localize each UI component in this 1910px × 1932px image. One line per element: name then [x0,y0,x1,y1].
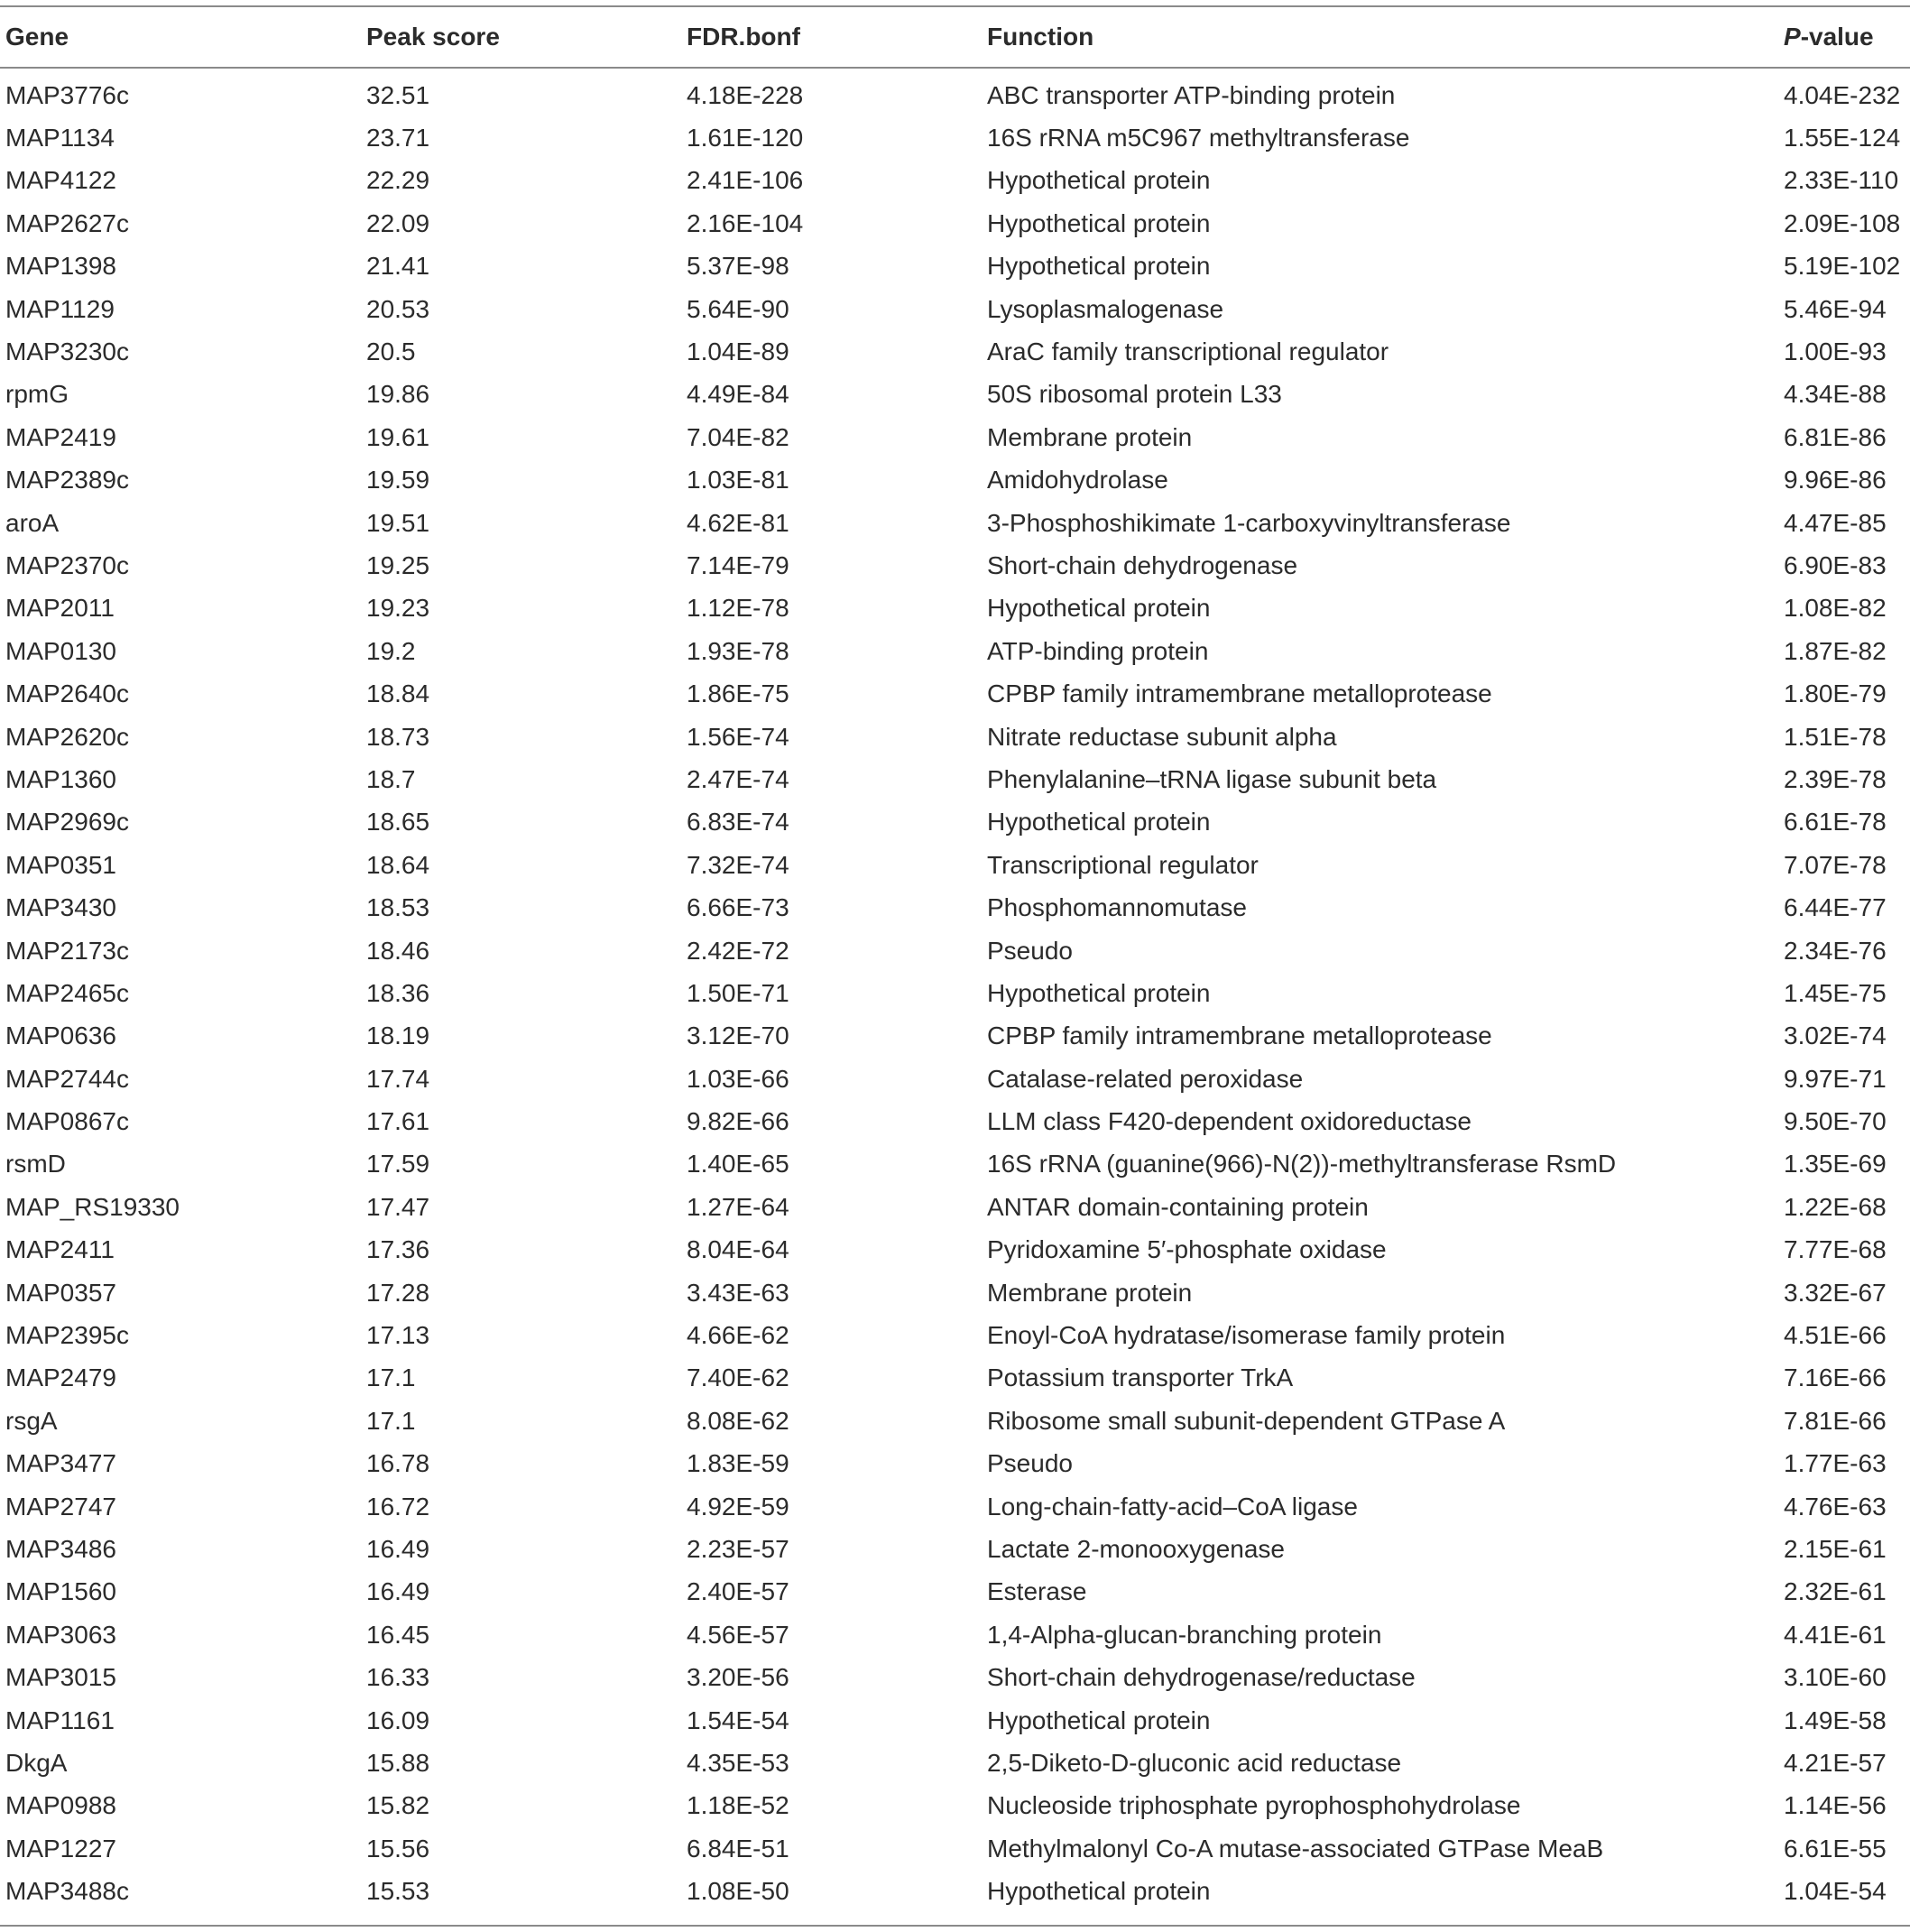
cell-peak-score: 17.13 [366,1321,430,1350]
cell-function: ANTAR domain-containing protein [987,1192,1369,1221]
header-row [0,7,1910,67]
cell-peak-score: 17.36 [366,1235,430,1264]
table-row [0,758,1910,800]
cell-peak-score: 18.46 [366,936,430,965]
cell-pvalue: 7.77E-68 [1784,1235,1887,1264]
cell-peak-score: 17.74 [366,1064,430,1093]
cell-pvalue: 1.22E-68 [1784,1192,1887,1221]
cell-function: 3-Phosphoshikimate 1-carboxyvinyltransferase [987,508,1511,537]
cell-fdr: 8.04E-64 [687,1235,789,1264]
cell-peak-score: 20.5 [366,337,416,366]
table-row [0,1443,1910,1485]
cell-function: Lysoplasmalogenase [987,294,1224,323]
cell-pvalue: 4.41E-61 [1784,1620,1887,1649]
cell-gene: MAP2640c [5,679,129,708]
header-pvalue-suffix: -value [1800,23,1874,51]
table-row [0,1186,1910,1228]
cell-function: Nitrate reductase subunit alpha [987,722,1337,751]
cell-function: Long-chain-fatty-acid–CoA ligase [987,1492,1358,1521]
cell-pvalue: 5.19E-102 [1784,252,1901,281]
cell-gene: MAP0636 [5,1021,116,1050]
table-row [0,1314,1910,1356]
table-row [0,67,1910,116]
cell-fdr: 4.66E-62 [687,1321,789,1350]
cell-function: Ribosome small subunit-dependent GTPase A [987,1406,1506,1435]
table-row [0,1229,1910,1271]
table-row [0,1100,1910,1142]
cell-pvalue: 4.51E-66 [1784,1321,1887,1350]
cell-gene: DkgA [5,1748,68,1777]
table-row [0,1699,1910,1742]
cell-fdr: 3.20E-56 [687,1663,789,1692]
table-row [0,929,1910,972]
cell-peak-score: 18.64 [366,850,430,879]
cell-peak-score: 20.53 [366,294,430,323]
cell-gene: MAP3230c [5,337,129,366]
cell-fdr: 1.50E-71 [687,978,789,1007]
cell-function: Methylmalonyl Co-A mutase-associated GTPase MeaB [987,1834,1604,1863]
cell-peak-score: 19.2 [366,636,416,665]
cell-gene: MAP2389c [5,466,129,495]
header-fdr: FDR.bonf [687,23,800,51]
cell-fdr: 6.66E-73 [687,893,789,922]
cell-gene: MAP_RS19330 [5,1192,180,1221]
cell-peak-score: 15.53 [366,1877,430,1906]
table-row [0,330,1910,373]
cell-pvalue: 7.07E-78 [1784,850,1887,879]
cell-fdr: 2.40E-57 [687,1577,789,1606]
cell-gene: MAP0351 [5,850,116,879]
cell-function: Transcriptional regulator [987,850,1259,879]
cell-function: Amidohydrolase [987,466,1168,495]
cell-function: 1,4-Alpha-glucan-branching protein [987,1620,1382,1649]
cell-pvalue: 1.80E-79 [1784,679,1887,708]
cell-fdr: 7.32E-74 [687,850,789,879]
cell-pvalue: 4.04E-232 [1784,80,1901,109]
cell-peak-score: 18.53 [366,893,430,922]
cell-fdr: 5.64E-90 [687,294,789,323]
cell-peak-score: 32.51 [366,80,430,109]
cell-fdr: 1.61E-120 [687,124,804,153]
cell-fdr: 1.93E-78 [687,636,789,665]
cell-fdr: 1.03E-66 [687,1064,789,1093]
table-row [0,502,1910,544]
cell-fdr: 9.82E-66 [687,1107,789,1136]
cell-gene: MAP0988 [5,1791,116,1820]
cell-fdr: 1.54E-54 [687,1706,789,1734]
cell-fdr: 2.23E-57 [687,1534,789,1563]
cell-peak-score: 19.51 [366,508,430,537]
cell-function: Pseudo [987,936,1073,965]
cell-peak-score: 19.25 [366,550,430,579]
cell-function: Pseudo [987,1449,1073,1478]
cell-pvalue: 2.32E-61 [1784,1577,1887,1606]
cell-function: CPBP family intramembrane metalloprotease [987,679,1492,708]
cell-gene: MAP1134 [5,124,115,153]
cell-function: ABC transporter ATP-binding protein [987,80,1396,109]
table-row [0,374,1910,416]
cell-fdr: 4.92E-59 [687,1492,789,1521]
cell-gene: MAP2173c [5,936,129,965]
cell-pvalue: 9.97E-71 [1784,1064,1887,1093]
cell-gene: MAP3430 [5,893,116,922]
cell-pvalue: 1.04E-54 [1784,1877,1887,1906]
cell-pvalue: 1.35E-69 [1784,1150,1887,1179]
cell-pvalue: 3.32E-67 [1784,1278,1887,1307]
cell-gene: MAP2747 [5,1492,116,1521]
cell-peak-score: 17.59 [366,1150,430,1179]
table-row [0,801,1910,844]
cell-pvalue: 3.02E-74 [1784,1021,1887,1050]
cell-gene: MAP2627c [5,208,129,237]
table-row [0,288,1910,330]
cell-pvalue: 3.10E-60 [1784,1663,1887,1692]
cell-peak-score: 16.09 [366,1706,430,1734]
table-row [0,1571,1910,1613]
cell-function: 16S rRNA (guanine(966)-N(2))-methyltransferase RsmD [987,1150,1617,1179]
cell-gene: MAP2370c [5,550,129,579]
cell-gene: MAP2411 [5,1235,115,1264]
header-pvalue [1784,7,1910,67]
table-row [0,1357,1910,1400]
cell-peak-score: 18.73 [366,722,430,751]
cell-fdr: 3.12E-70 [687,1021,789,1050]
cell-pvalue: 1.08E-82 [1784,594,1887,623]
cell-pvalue: 1.49E-58 [1784,1706,1887,1734]
cell-peak-score: 17.47 [366,1192,430,1221]
cell-gene: MAP1398 [5,252,116,281]
cell-peak-score: 16.45 [366,1620,430,1649]
table-row [0,716,1910,758]
cell-fdr: 7.40E-62 [687,1363,789,1392]
table-row [0,972,1910,1014]
cell-function: Potassium transporter TrkA [987,1363,1294,1392]
cell-gene: MAP3477 [5,1449,116,1478]
cell-peak-score: 19.23 [366,594,430,623]
cell-gene: MAP0130 [5,636,116,665]
cell-peak-score: 16.49 [366,1577,430,1606]
cell-fdr: 1.27E-64 [687,1192,789,1221]
cell-pvalue: 6.61E-78 [1784,808,1887,837]
cell-fdr: 1.18E-52 [687,1791,789,1820]
cell-function: Hypothetical protein [987,594,1211,623]
cell-fdr: 5.37E-98 [687,252,789,281]
gene-table [0,7,1910,1913]
table-row [0,1827,1910,1870]
cell-peak-score: 16.78 [366,1449,430,1478]
cell-pvalue: 2.39E-78 [1784,764,1887,793]
table-row [0,245,1910,288]
cell-function: Short-chain dehydrogenase [987,550,1298,579]
cell-function: Hypothetical protein [987,978,1211,1007]
cell-pvalue: 7.81E-66 [1784,1406,1887,1435]
cell-gene: rsmD [5,1150,66,1179]
cell-pvalue: 5.46E-94 [1784,294,1887,323]
cell-function: ATP-binding protein [987,636,1209,665]
cell-function: Short-chain dehydrogenase/reductase [987,1663,1416,1692]
cell-gene: MAP2395c [5,1321,129,1350]
cell-fdr: 2.42E-72 [687,936,789,965]
cell-peak-score: 22.09 [366,208,430,237]
table-row [0,672,1910,715]
cell-peak-score: 15.82 [366,1791,430,1820]
cell-function: Esterase [987,1577,1087,1606]
cell-fdr: 4.49E-84 [687,380,789,409]
cell-function: Membrane protein [987,422,1193,451]
cell-fdr: 8.08E-62 [687,1406,789,1435]
cell-fdr: 1.12E-78 [687,594,789,623]
cell-peak-score: 21.41 [366,252,430,281]
cell-gene: MAP4122 [5,166,116,195]
cell-fdr: 1.56E-74 [687,722,789,751]
cell-gene: MAP2969c [5,808,129,837]
cell-function: Hypothetical protein [987,1877,1211,1906]
cell-gene: MAP3063 [5,1620,116,1649]
cell-fdr: 1.04E-89 [687,337,789,366]
cell-fdr: 6.83E-74 [687,808,789,837]
table-row [0,1870,1910,1912]
cell-gene: MAP1227 [5,1834,116,1863]
cell-pvalue: 6.81E-86 [1784,422,1887,451]
cell-pvalue: 9.50E-70 [1784,1107,1887,1136]
cell-gene: MAP3776c [5,80,129,109]
cell-peak-score: 17.1 [366,1363,416,1392]
table-row [0,160,1910,202]
table-row [0,1400,1910,1442]
cell-pvalue: 6.44E-77 [1784,893,1887,922]
cell-function: Phosphomannomutase [987,893,1247,922]
cell-fdr: 1.86E-75 [687,679,789,708]
header-pvalue-italic: P [1784,23,1801,51]
cell-function: 2,5-Diketo-D-gluconic acid reductase [987,1748,1402,1777]
cell-fdr: 7.14E-79 [687,550,789,579]
cell-peak-score: 22.29 [366,166,430,195]
cell-peak-score: 17.1 [366,1406,416,1435]
cell-gene: MAP0357 [5,1278,116,1307]
cell-peak-score: 18.84 [366,679,430,708]
cell-fdr: 4.35E-53 [687,1748,789,1777]
cell-gene: MAP3488c [5,1877,129,1906]
table-bottom-rule [0,1925,1910,1927]
cell-pvalue: 1.14E-56 [1784,1791,1887,1820]
table-row [0,1485,1910,1528]
cell-fdr: 4.56E-57 [687,1620,789,1649]
cell-pvalue: 6.90E-83 [1784,550,1887,579]
cell-pvalue: 2.33E-110 [1784,166,1899,195]
table-row [0,1015,1910,1058]
cell-pvalue: 2.34E-76 [1784,936,1887,965]
table-row [0,587,1910,630]
cell-peak-score: 23.71 [366,124,430,153]
cell-peak-score: 15.56 [366,1834,430,1863]
table-row [0,459,1910,502]
table-row [0,1656,1910,1698]
table-row [0,1528,1910,1570]
cell-function: CPBP family intramembrane metalloprotease [987,1021,1492,1050]
table-row [0,1613,1910,1656]
cell-function: LLM class F420-dependent oxidoreductase [987,1107,1472,1136]
cell-function: 50S ribosomal protein L33 [987,380,1282,409]
cell-peak-score: 18.65 [366,808,430,837]
cell-function: Hypothetical protein [987,252,1211,281]
cell-pvalue: 1.51E-78 [1784,722,1887,751]
cell-pvalue: 1.00E-93 [1784,337,1887,366]
table-row [0,416,1910,458]
cell-fdr: 2.47E-74 [687,764,789,793]
table-row [0,630,1910,672]
cell-pvalue: 9.96E-86 [1784,466,1887,495]
cell-function: Enoyl-CoA hydratase/isomerase family protein [987,1321,1506,1350]
cell-peak-score: 18.7 [366,764,416,793]
cell-pvalue: 7.16E-66 [1784,1363,1887,1392]
cell-fdr: 6.84E-51 [687,1834,789,1863]
cell-gene: MAP2011 [5,594,115,623]
cell-pvalue: 1.55E-124 [1784,124,1901,153]
table-row [0,116,1910,159]
cell-peak-score: 19.59 [366,466,430,495]
cell-gene: MAP0867c [5,1107,129,1136]
cell-function: Catalase-related peroxidase [987,1064,1304,1093]
cell-gene: MAP1360 [5,764,116,793]
cell-pvalue: 1.87E-82 [1784,636,1887,665]
cell-peak-score: 17.28 [366,1278,430,1307]
table-row [0,544,1910,587]
cell-function: Membrane protein [987,1278,1193,1307]
table-row [0,844,1910,886]
cell-pvalue: 6.61E-55 [1784,1834,1887,1863]
cell-fdr: 4.62E-81 [687,508,789,537]
cell-peak-score: 16.33 [366,1663,430,1692]
cell-gene: MAP3015 [5,1663,116,1692]
cell-pvalue: 1.45E-75 [1784,978,1887,1007]
cell-gene: MAP2465c [5,978,129,1007]
cell-peak-score: 15.88 [366,1748,430,1777]
cell-gene: rpmG [5,380,69,409]
cell-pvalue: 4.76E-63 [1784,1492,1887,1521]
cell-function: Hypothetical protein [987,808,1211,837]
cell-gene: MAP2479 [5,1363,116,1392]
cell-function: Hypothetical protein [987,1706,1211,1734]
cell-fdr: 7.04E-82 [687,422,789,451]
cell-gene: MAP2620c [5,722,129,751]
cell-function: 16S rRNA m5C967 methyltransferase [987,124,1410,153]
table-row [0,1058,1910,1100]
header-peak-score: Peak score [366,23,500,51]
cell-peak-score: 18.19 [366,1021,430,1050]
cell-gene: MAP3486 [5,1534,116,1563]
cell-pvalue: 2.09E-108 [1784,208,1901,237]
cell-peak-score: 18.36 [366,978,430,1007]
table-row [0,1785,1910,1827]
cell-fdr: 4.18E-228 [687,80,804,109]
cell-function: Lactate 2-monooxygenase [987,1534,1285,1563]
cell-gene: MAP1161 [5,1706,115,1734]
cell-gene: MAP2744c [5,1064,129,1093]
cell-fdr: 1.40E-65 [687,1150,789,1179]
cell-function: Hypothetical protein [987,208,1211,237]
table-header [0,7,1910,67]
table-row [0,1143,1910,1186]
cell-peak-score: 19.86 [366,380,430,409]
cell-pvalue: 4.34E-88 [1784,380,1887,409]
cell-fdr: 2.16E-104 [687,208,804,237]
cell-function: Nucleoside triphosphate pyrophosphohydrolase [987,1791,1521,1820]
table-body [0,67,1910,1913]
cell-pvalue: 4.47E-85 [1784,508,1887,537]
cell-pvalue: 1.77E-63 [1784,1449,1887,1478]
cell-peak-score: 19.61 [366,422,430,451]
table-row [0,1742,1910,1784]
cell-fdr: 1.83E-59 [687,1449,789,1478]
cell-fdr: 1.03E-81 [687,466,789,495]
cell-fdr: 1.08E-50 [687,1877,789,1906]
cell-gene: rsgA [5,1406,58,1435]
cell-function: AraC family transcriptional regulator [987,337,1389,366]
cell-peak-score: 16.72 [366,1492,430,1521]
cell-function: Hypothetical protein [987,166,1211,195]
cell-pvalue: 4.21E-57 [1784,1748,1887,1777]
table-row [0,886,1910,929]
header-gene: Gene [5,23,69,51]
cell-fdr: 2.41E-106 [687,166,804,195]
cell-peak-score: 17.61 [366,1107,430,1136]
header-function: Function [987,23,1094,51]
table-row [0,202,1910,245]
table-row [0,1271,1910,1314]
cell-pvalue: 2.15E-61 [1784,1534,1887,1563]
cell-gene: MAP2419 [5,422,116,451]
cell-gene: MAP1560 [5,1577,116,1606]
cell-fdr: 3.43E-63 [687,1278,789,1307]
cell-function: Phenylalanine–tRNA ligase subunit beta [987,764,1437,793]
cell-function: Pyridoxamine 5′-phosphate oxidase [987,1235,1387,1264]
cell-peak-score: 16.49 [366,1534,430,1563]
cell-gene: MAP1129 [5,294,115,323]
cell-gene: aroA [5,508,60,537]
